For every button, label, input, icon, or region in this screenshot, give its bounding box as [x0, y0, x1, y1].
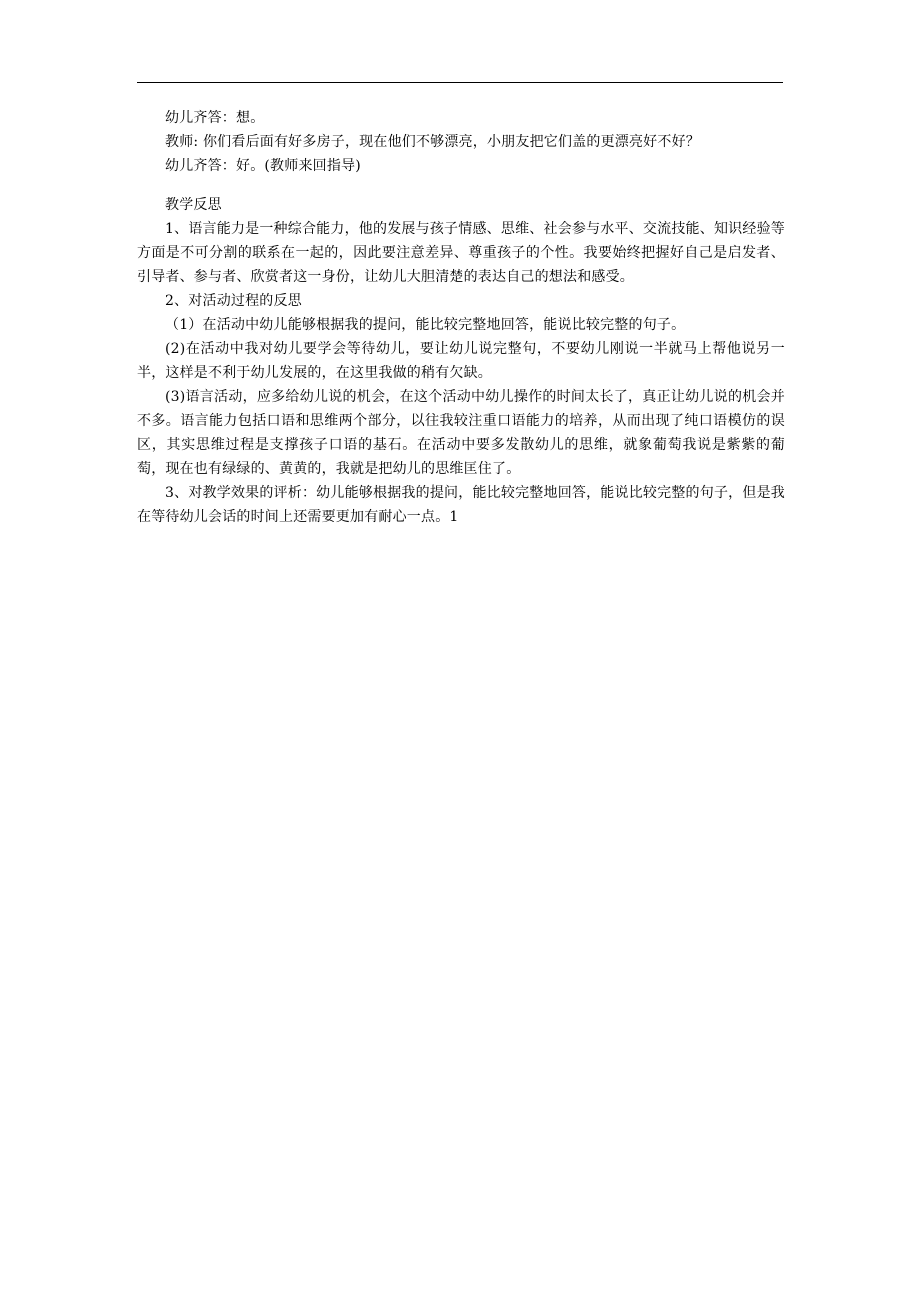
reflection-paragraph-3: （1）在活动中幼儿能够根据我的提问，能比较完整地回答，能说比较完整的句子。	[165, 317, 686, 333]
dialogue-line-2: 教师: 你们看后面有好多房子，现在他们不够漂亮，小朋友把它们盖的更漂亮好不好？	[165, 134, 700, 150]
reflection-paragraph-5: (3)语言活动，应多给幼儿说的机会，在这个活动中幼儿操作的时间太长了，真正让幼儿说的机会并不多。语言能力包括口语和思维两个部分，以往我较注重口语能力的培养，从而出现了纯口语模仿的误区，其实思维过程是支撑孩子口语的基石。在活动中要多发散幼儿的思维，就象葡萄我说是紫紫的葡萄，现在也有绿绿的、黄黄的，我就是把幼儿的思维匡住了。	[137, 389, 785, 477]
paragraph-gap	[137, 178, 785, 193]
dialogue-line-3: 幼儿齐答：好。(教师来回指导)	[165, 158, 361, 174]
document-body	[137, 106, 785, 529]
reflection-paragraph-2: 2、对活动过程的反思	[165, 293, 302, 309]
dialogue-line-1: 幼儿齐答：想。	[165, 110, 265, 126]
reflection-paragraph-4: (2)在活动中我对幼儿要学会等待幼儿，要让幼儿说完整句，不要幼儿刚说一半就马上帮他说另一半，这样是不利于幼儿发展的，在这里我做的稍有欠缺。	[137, 341, 785, 381]
reflection-heading: 教学反思	[165, 197, 222, 213]
reflection-paragraph-1: 1、语言能力是一种综合能力，他的发展与孩子情感、思维、社会参与水平、交流技能、知识经验等方面是不可分割的联系在一起的，因此要注意差异、尊重孩子的个性。我要始终把握好自己是启发者、引导者、参与者、欣赏者这一身份，让幼儿大胆清楚的表达自己的想法和感受。	[137, 221, 785, 285]
reflection-paragraph-6: 3、对教学效果的评析：幼儿能够根据我的提问，能比较完整地回答，能说比较完整的句子，但是我在等待幼儿会话的时间上还需要更加有耐心一点。1	[137, 485, 785, 525]
header-rule	[137, 82, 783, 83]
